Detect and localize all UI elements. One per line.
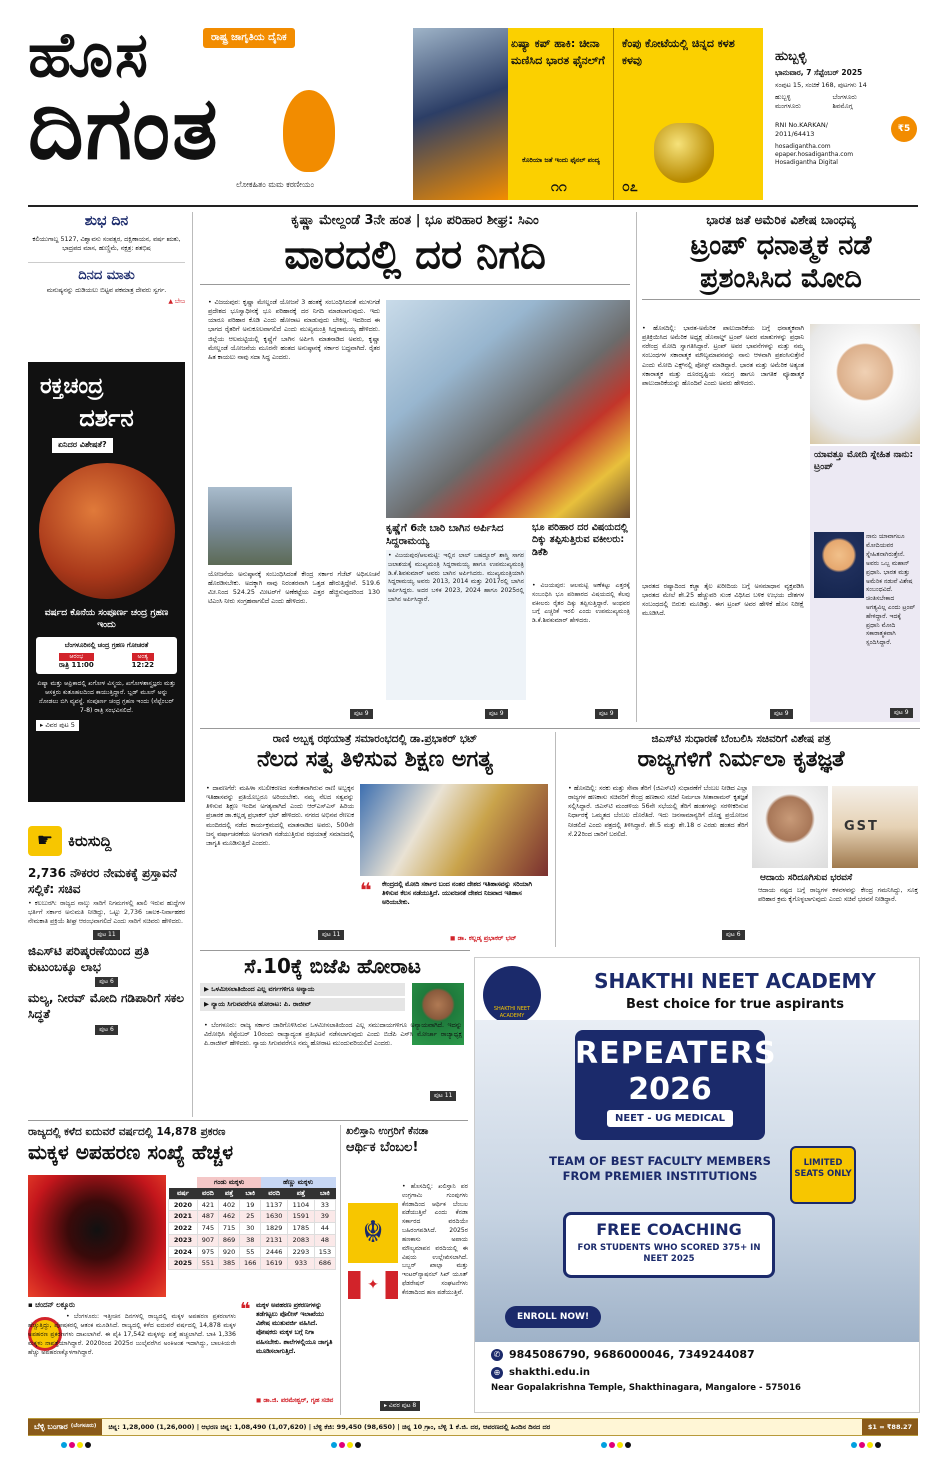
ticker-label-sub: (ಬೆಂಗಳೂರು)	[70, 1423, 97, 1430]
table-cell: 38	[240, 1234, 261, 1246]
table-cell: 55	[240, 1246, 261, 1258]
table-header: ಬಾಕಿ	[320, 1188, 330, 1197]
color-dot-yellow	[347, 1442, 353, 1448]
table-cell: 686	[314, 1258, 335, 1270]
kalasha-image	[654, 123, 714, 183]
eclipse-title-1: ರಕ್ತಚಂದ್ರ	[40, 374, 104, 399]
table-header: ಪತ್ತೆ	[296, 1188, 306, 1197]
table-cell: 933	[288, 1258, 315, 1270]
table-cell: 1829	[261, 1223, 288, 1235]
bhat-headline: ನೆಲದ ಸತ್ವ ತಿಳಿಸುವ ಶಿಕ್ಷಣ ಅಗತ್ಯ	[257, 747, 493, 773]
dinada-matu-author: ▲ ಬೇಜ	[168, 297, 185, 305]
ad-big-2: 2026	[628, 1071, 712, 1107]
table-cell: 2083	[288, 1234, 315, 1246]
table-cell: 402	[219, 1199, 240, 1211]
eclipse-start-label: ಆರಂಭ	[59, 653, 94, 661]
color-dot-black	[85, 1442, 91, 1448]
bullet-icon: ▶	[204, 985, 212, 993]
trump-photo	[814, 532, 864, 598]
khanda-icon: ☬	[348, 1203, 398, 1263]
table-cell: 39	[314, 1211, 335, 1223]
kiru-2-headline[interactable]: ಜಿಎಸ್‌ಟಿ ಪರಿಷ್ಕರಣೆಯಿಂದ ಪ್ರತಿ ಕುಟುಂಬಕ್ಕೂ ಲಾಭ	[28, 944, 150, 974]
color-dot-magenta	[339, 1442, 345, 1448]
color-dot-black	[875, 1442, 881, 1448]
shubha-dina-title: ಶುಭ ದಿನ	[84, 213, 129, 229]
table-cell: 745	[197, 1223, 218, 1235]
shubha-dina-box	[28, 212, 185, 362]
table-cell: 869	[219, 1234, 240, 1246]
modi-headline-1: ಟ್ರಂಪ್ ಧನಾತ್ಮಕ ನಡೆ	[690, 230, 872, 262]
child-shadow-photo	[28, 1175, 166, 1297]
ticker-fx: $1 = ₹88.27	[862, 1419, 918, 1435]
child-body: • ಬೆಂಗಳೂರು: ಇತ್ತೀಚಿನ ದಿನಗಳಲ್ಲಿ ರಾಜ್ಯದಲ್ಲಿ ಮಕ್ಕಳ ಅಪಹರಣ ಪ್ರಕರಣಗಳು ಹೆಚ್ಚುತ್ತಿದ್ದು, ಪೋಷಕರಲ್ಲಿ ಆತಂಕ ಮೂಡಿಸಿದೆ. ರಾಜ್ಯದಲ್ಲಿ ಕಳೆದ ಐದುವರೆ ವರ್ಷದಲ್ಲಿ 14,878 ಮಕ್ಕಳ ಅಪಹರಣ ಪ್ರಕರಣಗಳು ದಾಖಲಾಗಿವೆ. ಈ ಪೈಕಿ 17,542 ಮಕ್ಕಳನ್ನು ಪತ್ತೆ ಹಚ್ಚಲಾಗಿದೆ. ಬಾಕಿ 1,336 ಮಕ್ಕಳು ನಾಪತ್ತೆಯಾಗಿದ್ದಾರೆ. 2020ರಿಂದ 2025ರ ಜುಲೈವರೆಗಿನ ಅಂಕಿಅಂಶ ಇದಾಗಿದ್ದು, ಬಾಲಕಿಯರೇ ಹೆಚ್ಚು ಅಪಹರಣಕ್ಕೊಳಗಾಗಿದ್ದಾರೆ.	[28, 1313, 236, 1356]
ad-contact	[475, 1342, 919, 1412]
kirusuddi-box	[28, 826, 185, 1116]
dinada-matu-title: ದಿನದ ಮಾತು	[28, 262, 185, 285]
ad-tagline: Best choice for true aspirants	[625, 997, 844, 1012]
gst-headline: ರಾಜ್ಯಗಳಿಗೆ ನಿರ್ಮಲಾ ಕೃತಜ್ಞತೆ	[637, 747, 845, 773]
kirusuddi-title: ಕಿರುಸುದ್ದಿ	[68, 831, 112, 850]
ticker-label-text: ಬೆಳ್ಳಿ ಬಂಗಾರ	[34, 1421, 68, 1431]
teaser-theft-page: ೦೭	[622, 179, 638, 195]
modi-body: • ಹೊಸದಿಲ್ಲಿ: ಭಾರತ-ಅಮೆರಿಕ ಪಾಲುದಾರಿಕೆಯ ಬಗ್ಗೆ ಧನಾತ್ಮಕವಾಗಿ ಪ್ರತಿಕ್ರಿಯಿಸಿದ ಅಮೆರಿಕ ಅಧ್ಯಕ್ಷ ಡೊನಾಲ್ಡ್ ಟ್ರಂಪ್ ಅವರ ಮಾತುಗಳನ್ನು ಪ್ರಧಾನಿ ನರೇಂದ್ರ ಮೋದಿ ಸ್ವಾಗತಿಸಿದ್ದಾರೆ. ಟ್ರಂಪ್ ಅವರ ಭಾವನೆಗಳನ್ನು ಮತ್ತು ನಮ್ಮ ಸಂಬಂಧಗಳ ಸಕಾರಾತ್ಮಕ ಮೌಲ್ಯಮಾಪನವನ್ನು ನಾನು ಆಳವಾಗಿ ಪ್ರಶಂಸಿಸುತ್ತೇನೆ ಎಂದು ಮೋದಿ ಎಕ್ಸ್‌ನಲ್ಲಿ ಪೋಸ್ಟ್ ಮಾಡಿದ್ದಾರೆ. ಭಾರತ ಮತ್ತು ಅಮೆರಿಕ ಅತ್ಯಂತ ಸಕಾರಾತ್ಮಕ ಮತ್ತು ದೂರದೃಷ್ಟಿಯ ಸಮಗ್ರ ಹಾಗೂ ಜಾಗತಿಕ ವ್ಯೂಹಾತ್ಮಕ ಪಾಲುದಾರಿಕೆಯನ್ನು ಹೊಂದಿವೆ ಎಂದು ಅವರು ಹೇಳಿದರು.	[642, 325, 804, 387]
kiru-3-page[interactable]: ಪುಟ 6	[95, 1025, 118, 1035]
masthead-logo-emblem	[283, 90, 335, 172]
color-dot-magenta	[609, 1442, 615, 1448]
table-row	[169, 1211, 336, 1223]
color-dot-magenta	[859, 1442, 865, 1448]
modi-kicker: ಭಾರತ ಜತೆ ಅಮೆರಿಕ ವಿಶೇಷ ಬಾಂಧವ್ಯ	[706, 213, 856, 227]
eclipse-start-time: ರಾತ್ರಿ 11:00	[58, 661, 94, 670]
table-row	[169, 1258, 336, 1270]
table-cell: 25	[240, 1211, 261, 1223]
bjp-bullet-2-text: ನ್ಯಾಯ ಸಿಗುವವರೆಗೂ ಹೋರಾಟ: ಪಿ. ರಾಜೀವ್	[211, 999, 312, 1008]
khalistan-story[interactable]	[346, 1125, 468, 1417]
table-cell-year: 2025	[169, 1258, 198, 1270]
color-dot-yellow	[77, 1442, 83, 1448]
gold-ticker	[28, 1418, 918, 1436]
table-cell: 44	[314, 1223, 335, 1235]
khalistan-kicker: ಖಲಿಸ್ತಾನಿ ಉಗ್ರರಿಗೆ ಕೆನಡಾ	[346, 1126, 429, 1137]
table-cell-year: 2024	[169, 1246, 198, 1258]
bjp-page[interactable]: ಪುಟ 11	[430, 1091, 456, 1101]
gst-side-headline: ಆದಾಯ ಸರಿದೂಗಿಸುವ ಭರವಸೆ	[760, 873, 853, 883]
bagina-caption: ಕೃಷ್ಣೆಗೆ 6ನೇ ಬಾರಿ ಬಾಗಿನ ಅರ್ಪಿಸಿದ ಸಿದ್ದರಾಮಯ್ಯ	[386, 523, 504, 547]
modi-body-2: ಭಾರತದ ರಷ್ಯಾದಿಂದ ಕಚ್ಚಾ ತೈಲ ಖರೀದಿಯ ಬಗ್ಗೆ ಅಸಮಾಧಾನ ವ್ಯಕ್ತಪಡಿಸಿ ಭಾರತದ ಮೇಲೆ ಶೇ.25 ಹೆಚ್ಚುವರಿ ಸುಂಕ ವಿಧಿಸಿದ ಬಳಿಕ ಉಭಯ ದೇಶಗಳ ಸಂಬಂಧದಲ್ಲಿ ಬಿರುಕು ಮೂಡಿತ್ತು. ಈಗ ಟ್ರಂಪ್ ಅವರ ಹೇಳಿಕೆ ಹೊಸ ನಿರೀಕ್ಷೆ ಮೂಡಿಸಿದೆ.	[642, 583, 804, 618]
teaser-theft-text: ಕೆಂಪು ಕೋಟೆಯಲ್ಲಿ ಚಿನ್ನದ ಕಳಶ ಕಳವು	[622, 37, 735, 67]
nirmala-photo	[752, 786, 828, 868]
bjp-bullet-2	[200, 998, 405, 1011]
table-cell: 487	[197, 1211, 218, 1223]
bjp-bullet-1-text: ಒಳಮೀಸಲಾತಿಯಿಂದ ಎಲ್ಲ ವರ್ಗಗಳಿಗೂ ಅನ್ಯಾಯ	[211, 985, 315, 993]
phone-icon: ✆	[491, 1349, 503, 1361]
bagina-photo	[386, 300, 630, 518]
dks-page[interactable]: ಪುಟ 9	[595, 709, 618, 719]
table-cell: 1619	[261, 1258, 288, 1270]
bjp-body: • ಬೆಂಗಳೂರು: ರಾಜ್ಯ ಸರ್ಕಾರ ಜಾರಿಗೊಳಿಸಿರುವ ಒಳಮೀಸಲಾತಿಯಿಂದ ಎಲ್ಲ ಸಮುದಾಯಗಳಿಗೂ ಅನ್ಯಾಯವಾಗಿದೆ. ಇದನ್ನು ವಿರೋಧಿಸಿ ಸೆಪ್ಟೆಂಬರ್ 10ರಂದು ರಾಜ್ಯಾದ್ಯಂತ ಪ್ರತಿಭಟನೆ ನಡೆಸಲಾಗುವುದು ಎಂದು ಬಿಜೆಪಿ ಎಸ್‌ಸಿ ಮೋರ್ಚಾ ರಾಜ್ಯಾಧ್ಯಕ್ಷ ಪಿ.ರಾಜೀವ್ ಹೇಳಿದರು. ನ್ಯಾಯ ಸಿಗುವವರೆಗೂ ನಮ್ಮ ಹೋರಾಟ ಮುಂದುವರಿಯಲಿದೆ ಎಂದರು.	[204, 1022, 462, 1048]
table-cell: 2293	[288, 1246, 315, 1258]
masthead-title-line2: ದಿಗಂತ	[28, 79, 220, 179]
color-dot-cyan	[331, 1442, 337, 1448]
bhat-kicker: ರಾಣಿ ಅಬ್ಬಕ್ಕ ರಥಯಾತ್ರೆ ಸಮಾರಂಭದಲ್ಲಿ ಡಾ.ಪ್ರಭಾಕರ್ ಭಟ್	[272, 733, 478, 745]
color-dot-black	[625, 1442, 631, 1448]
table-cell: 153	[314, 1246, 335, 1258]
free-coaching-box	[563, 1212, 775, 1278]
ad-phones[interactable]: 9845086790, 9686000046, 7349244087	[509, 1348, 755, 1361]
hand-icon: ☛	[28, 826, 62, 856]
ad-free-1: FREE COACHING	[596, 1220, 742, 1239]
issue-volume: ಸಂಪುಟ 15, ಸಂಚಿಕೆ 168, ಪುಟಗಳು 14	[775, 80, 867, 89]
edition-item: ಮಂಗಳೂರು	[775, 102, 801, 111]
shubha-dina-text: ಕಲಿಯುಗಾಬ್ದ 5127, ವಿಶ್ವಾವಸು ಸಂವತ್ಸರ, ದಕ್ಷಿಣಾಯನ, ವರ್ಷ ಋತು, ಭಾದ್ರಪದ ಮಾಸ, ಹುಣ್ಣಿಮೆ, ನಕ್ಷತ್ರ: ಶತಭಿಷ	[32, 235, 181, 253]
dam-photo	[208, 487, 292, 565]
eclipse-caption: ವರ್ಷದ ಕೊನೆಯ ಸಂಪೂರ್ಣ ಚಂದ್ರ ಗ್ರಹಣ ಇಂದು	[44, 607, 169, 631]
table-row	[169, 1234, 336, 1246]
color-dot-magenta	[69, 1442, 75, 1448]
child-kicker: ರಾಜ್ಯದಲ್ಲಿ ಕಳೆದ ಐದುವರೆ ವರ್ಷದಲ್ಲಿ 14,878 ಪ್ರಕರಣ	[28, 1126, 226, 1138]
table-header: ವರದಿ	[268, 1188, 281, 1197]
child-quote: ಮಕ್ಕಳ ಅಪಹರಣ ಪ್ರಕರಣಗಳನ್ನು ತಡೆಗಟ್ಟಲು ಪೊಲೀಸ್ ಇಲಾಖೆಯು ವಿಶೇಷ ಮುತುವರ್ಜಿ ವಹಿಸಿದೆ. ಪೋಷಕರು ಮಕ್ಕಳ ಬಗ್ಗೆ ನಿಗಾ ವಹಿಸಬೇಕು. ಶಾಲೆಗಳಲ್ಲಿಯೂ ಜಾಗೃತಿ ಮೂಡಿಸಲಾಗುತ್ತಿದೆ.	[256, 1302, 333, 1355]
table-header: ಬಾಕಿ	[245, 1188, 256, 1197]
ticker-items: ಚಿನ್ನ: 1,28,000 (1,26,000) | ಆಭರಣ ಚಿನ್ನ: 1,08,490 (1,07,620) | ಬೆಳ್ಳಿ ಕೆಜಿ: 99,450 (98,650) | ಚಿನ್ನ 10 ಗ್ರಾಂ, ಬೆಳ್ಳಿ 1 ಕೆ.ಜಿ. ದರ, ಆವರಣದಲ್ಲಿ ಹಿಂದಿನ ದಿನದ ದರ	[108, 1422, 551, 1431]
eclipse-title-2: ದರ್ಶನ	[79, 403, 134, 432]
khalistan-headline: ಆರ್ಥಿಕ ಬೆಂಬಲ!	[346, 1139, 419, 1155]
hockey-photo	[413, 28, 508, 200]
modi-headline-2: ಪ್ರಶಂಸಿಸಿದ ಮೋದಿ	[642, 263, 920, 299]
bjp-bullet-1	[200, 983, 405, 996]
quote-mark-icon: ❝	[240, 1299, 251, 1320]
bagina-body: • ವಿಜಯಪುರ/ಆಲಮಟ್ಟಿ: ಇಲ್ಲಿನ ಲಾಲ್ ಬಹದ್ದೂರ್ ಶಾಸ್ತ್ರಿ ಸಾಗರ ಜಲಾಶಯಕ್ಕೆ ಮುಖ್ಯಮಂತ್ರಿ ಸಿದ್ದರಾಮಯ್ಯ ಹಾಗೂ ಉಪಮುಖ್ಯಮಂತ್ರಿ ಡಿ.ಕೆ.ಶಿವಕುಮಾರ್ ಅವರು ಬಾಗಿನ ಅರ್ಪಿಸಿದರು. ಮುಖ್ಯಮಂತ್ರಿಯಾಗಿ ಸಿದ್ದರಾಮಯ್ಯ ಅವರು 2013, 2014 ಮತ್ತು 2017ರಲ್ಲಿ ಬಾಗಿನ ಅರ್ಪಿಸಿದ್ದರು. ಅದರ ಬಳಿಕ 2023, 2024 ಹಾಗೂ 2025ರಲ್ಲಿ ಬಾಗಿನ ಅರ್ಪಿಸಿದ್ದಾರೆ.	[386, 550, 526, 700]
ad-sub: NEET - UG MEDICAL	[607, 1110, 733, 1128]
table-cell: 2446	[261, 1246, 288, 1258]
teaser-hockey-page: ೧೧	[551, 179, 567, 195]
table-cell-year: 2021	[169, 1211, 198, 1223]
table-header: ಪತ್ತೆ	[224, 1188, 234, 1197]
ad-team: TEAM OF BEST FACULTY MEMBERS FROM PREMIER INSTITUTIONS	[549, 1154, 771, 1183]
lead-kicker: ಕೃಷ್ಣಾ ಮೇಲ್ದಂಡೆ 3ನೇ ಹಂತ | ಭೂ ಪರಿಹಾರ ಶೀಘ್ರ: ಸಿಎಂ	[291, 213, 539, 228]
edition-item: ಬೆಂಗಳೂರು	[832, 93, 857, 102]
rni-number: RNI No.KARKAN/ 2011/64413	[775, 120, 828, 138]
table-row	[169, 1246, 336, 1258]
table-cell: 551	[197, 1258, 218, 1270]
table-cell: 1591	[288, 1211, 315, 1223]
quote-mark-icon: ❝	[360, 878, 372, 902]
child-reporter: ▪ ಚಂದನ್ ಲಕ್ಕೂರು	[28, 1301, 75, 1309]
print-color-marks	[850, 1442, 882, 1451]
table-cell: 2131	[261, 1234, 288, 1246]
eclipse-more-link[interactable]: ▸ ವಿವರ ಪುಟ 5	[36, 720, 79, 731]
bhat-quote-author: ◼ ಡಾ. ಕಲ್ಲಡ್ಕ ಪ್ರಭಾಕರ್ ಭಟ್	[450, 934, 517, 942]
gst-page[interactable]: ಪುಟ 6	[722, 930, 745, 940]
table-cell: 975	[197, 1246, 218, 1258]
bhat-page[interactable]: ಪುಟ 11	[318, 930, 344, 940]
bjp-headline: ಸೆ.10ಕ್ಕೆ ಬಿಜೆಪಿ ಹೋರಾಟ	[244, 954, 421, 978]
teaser-hockey[interactable]	[413, 28, 613, 200]
edition-item: ಶಿವಮೊಗ್ಗ	[832, 102, 853, 111]
print-color-marks	[330, 1442, 362, 1451]
kiru-1-page[interactable]: ಪುಟ 11	[93, 930, 119, 940]
teaser-hockey-text: ಏಷ್ಯಾ ಕಪ್ ಹಾಕಿ: ಚೀನಾ ಮಣಿಸಿದ ಭಾರತ ಫೈನಲ್‌ಗೆ	[511, 37, 605, 67]
kiru-1-body: • ಕಲಬುರಗಿ: ರಾಜ್ಯದ ನಾಲ್ಕು ಸಾರಿಗೆ ನಿಗಮಗಳಲ್ಲಿ ಖಾಲಿ ಇರುವ ಹುದ್ದೆಗಳ ಭರ್ತಿಗೆ ಸರ್ಕಾರ ಅನುಮತಿ ನೀಡಿದ್ದು, ಒಟ್ಟು 2,736 ಚಾಲಕ-ನಿರ್ವಾಹಕರ ನೇಮಕಾತಿ ಪ್ರಕ್ರಿಯೆ ಶೀಘ್ರ ಆರಂಭವಾಗಲಿದೆ ಎಂದು ಸಾರಿಗೆ ಸಚಿವರು ಹೇಳಿದರು.	[28, 900, 185, 926]
gst-side-body: ಆದಾಯ ನಷ್ಟದ ಬಗ್ಗೆ ರಾಜ್ಯಗಳ ಕಳವಳವನ್ನು ಕೇಂದ್ರ ಗಮನಿಸಿದ್ದು, ಸೂಕ್ತ ಪರಿಹಾರ ಕ್ರಮ ಕೈಗೊಳ್ಳಲಾಗುವುದು ಎಂದು ಸಚಿವೆ ಭರವಸೆ ನೀಡಿದ್ದಾರೆ.	[758, 887, 918, 904]
issue-date: ಭಾನುವಾರ, 7 ಸೆಪ್ಟೆಂಬರ್ 2025	[775, 67, 863, 77]
repeaters-box	[575, 1030, 777, 1140]
bhat-story[interactable]	[200, 732, 550, 947]
child-quote-author: ◼ ಡಾ.ಜಿ. ಪರಮೇಶ್ವರ್, ಗೃಹ ಸಚಿವ	[256, 1397, 334, 1404]
khalistan-page[interactable]: ▸ ವಿವರ ಪುಟ 8	[380, 1401, 420, 1411]
table-cell: 1104	[288, 1199, 315, 1211]
table-cell: 33	[314, 1199, 335, 1211]
modi-story[interactable]	[642, 212, 920, 722]
lead-page[interactable]: ಪುಟ 9	[350, 709, 373, 719]
bagina-page[interactable]: ಪುಟ 9	[485, 709, 508, 719]
gst-body: • ಹೊಸದಿಲ್ಲಿ: ಸರಕು ಮತ್ತು ಸೇವಾ ತೆರಿಗೆ (ಜಿಎಸ್‌ಟಿ) ಸುಧಾರಣೆಗೆ ಬೆಂಬಲ ನೀಡಿದ ಎಲ್ಲಾ ರಾಜ್ಯಗಳ ಹಣಕಾಸು ಸಚಿವರಿಗೆ ಕೇಂದ್ರ ಹಣಕಾಸು ಸಚಿವೆ ನಿರ್ಮಲಾ ಸೀತಾರಾಮನ್ ಕೃತಜ್ಞತೆ ಸಲ್ಲಿಸಿದ್ದಾರೆ. ಜಿಎಸ್‌ಟಿ ಮಂಡಳಿಯ 56ನೇ ಸಭೆಯಲ್ಲಿ ತೆರಿಗೆ ಹಂತಗಳನ್ನು ಸರಳೀಕರಿಸುವ ನಿರ್ಧಾರಕ್ಕೆ ಒಮ್ಮತದ ಬೆಂಬಲ ದೊರೆತಿದೆ. ಇದು ಜನಸಾಮಾನ್ಯರಿಗೆ ದೊಡ್ಡ ಪ್ರಯೋಜನ ನೀಡಲಿದೆ ಎಂದು ಪತ್ರದಲ್ಲಿ ತಿಳಿಸಿದ್ದಾರೆ. ಶೇ.5 ಮತ್ತು ಶೇ.18 ರ ಎರಡು ಹಂತದ ತೆರಿಗೆ ಸೆ.22ರಿಂದ ಜಾರಿಗೆ ಬರಲಿದೆ.	[568, 785, 748, 838]
edition-item: ಹುಬ್ಬಳ್ಳಿ	[775, 93, 791, 102]
bullet-icon: ▶	[204, 999, 212, 1008]
dinada-matu-text: ಮನುಷ್ಯನನ್ನು ದುಡಿಯಲು ಬಿಟ್ಟವ ಪಕಮಾತ್ರ ದೇವರು ಸ್ವರ್ಗ.	[46, 287, 167, 295]
table-row	[169, 1199, 336, 1211]
ad-big-1: REPEATERS	[575, 1036, 777, 1071]
print-color-marks	[60, 1442, 92, 1451]
trump-page[interactable]: ಪುಟ 9	[890, 708, 913, 718]
modi-page[interactable]: ಪುಟ 9	[770, 709, 793, 719]
bhat-quote: ಕೇಂದ್ರದಲ್ಲಿ ಮೋದಿ ಸರ್ಕಾರ ಬಂದ ನಂತರ ದೇಶದ ಇತಿಹಾಸವನ್ನು ಸರಿಯಾಗಿ ತಿಳಿಸುವ ಕೆಲಸ ನಡೆಯುತ್ತಿದೆ. ಯುವಜನತೆ ದೇಶದ ನಿಜವಾದ ಇತಿಹಾಸ ಅರಿಯಬೇಕು.	[382, 881, 532, 907]
dks-headline[interactable]: ಭೂ ಪರಿಹಾರ ದರ ವಿಷಯದಲ್ಲಿ ದಿಕ್ಕು ತಪ್ಪಿಸುತ್ತಿರುವ ವಕೀಲರು: ಡಿಕೆಶಿ	[532, 522, 628, 558]
masthead-slogan: ರಾಷ್ಟ್ರ ಜಾಗೃತಿಯ ದೈನಿಕ	[203, 28, 295, 48]
color-dot-yellow	[617, 1442, 623, 1448]
eclipse-timing-title: ಬೆಂಗಳೂರಿನಲ್ಲಿ ಚಂದ್ರ ಗ್ರಹಣ ಗೋಚರತೆ	[64, 641, 149, 650]
table-cell: 385	[219, 1258, 240, 1270]
table-cell: 166	[240, 1258, 261, 1270]
eclipse-question: ಏನಿದರ ವಿಶೇಷತೆ?	[52, 438, 113, 453]
table-cell: 1630	[261, 1211, 288, 1223]
table-cell: 1137	[261, 1199, 288, 1211]
table-cell: 907	[197, 1234, 218, 1246]
masthead-title-line1: ಹೊಸ	[28, 18, 150, 91]
table-row	[169, 1223, 336, 1235]
bjp-story[interactable]	[200, 953, 465, 1108]
shakthi-ad[interactable]	[474, 957, 920, 1413]
table-cell: 462	[219, 1211, 240, 1223]
masthead-info	[775, 28, 920, 200]
trump-sidebox	[810, 446, 920, 722]
ad-website[interactable]: shakthi.edu.in	[509, 1366, 591, 1378]
ad-address: Near Gopalakrishna Temple, Shakthinagara, Mangalore - 575016	[491, 1383, 801, 1394]
print-color-marks	[600, 1442, 632, 1451]
table-cell-year: 2023	[169, 1234, 198, 1246]
gst-kicker: ಜಿಎಸ್‌ಟಿ ಸುಧಾರಣೆ ಬೆಂಬಲಿಸಿ ಸಚಿವರಿಗೆ ವಿಶೇಷ ಪತ್ರ	[651, 733, 831, 745]
table-cell-year: 2020	[169, 1199, 198, 1211]
table-cell: 421	[197, 1199, 218, 1211]
kidnap-table	[168, 1177, 336, 1270]
child-story[interactable]	[28, 1125, 336, 1417]
table-cell: 30	[240, 1223, 261, 1235]
ad-brand: SHAKTHI NEET ACADEMY	[594, 969, 876, 993]
edition-city: ಹುಬ್ಬಳ್ಳಿ	[775, 49, 807, 64]
table-group-boys: ಗಂಡು ಮಕ್ಕಳು	[197, 1177, 260, 1188]
table-cell: 715	[219, 1223, 240, 1235]
gst-blocks-label: GST	[844, 819, 879, 834]
eclipse-end-time: 12:22	[131, 661, 154, 670]
bhat-event-photo	[360, 784, 548, 876]
enroll-button[interactable]: ENROLL NOW!	[505, 1306, 601, 1328]
ad-limited: LIMITED SEATS ONLY	[790, 1146, 856, 1204]
child-headline: ಮಕ್ಕಳ ಅಪಹರಣ ಸಂಖ್ಯೆ ಹೆಚ್ಚಳ	[28, 1140, 234, 1165]
dks-body: • ವಿಜಯಪುರ: ಆಲಮಟ್ಟಿ ಅಣೆಕಟ್ಟು ಎತ್ತರಕ್ಕೆ ಸಂಬಂಧಿಸಿ ಭೂ ಪರಿಹಾರದ ವಿಷಯದಲ್ಲಿ ಕೆಲವು ವಕೀಲರು ರೈತರ ದಿಕ್ಕು ತಪ್ಪಿಸುತ್ತಿದ್ದಾರೆ. ಅಂಥವರ ಬಗ್ಗೆ ಎಚ್ಚರಿಕೆ ಇರಲಿ ಎಂದು ಉಪಮುಖ್ಯಮಂತ್ರಿ ಡಿ.ಕೆ.ಶಿವಕುಮಾರ್ ಹೇಳಿದರು.	[532, 582, 630, 625]
color-dot-black	[355, 1442, 361, 1448]
color-dot-cyan	[851, 1442, 857, 1448]
table-cell: 1785	[288, 1223, 315, 1235]
blood-moon-image	[39, 463, 175, 599]
eclipse-body: ಏಷ್ಯಾ ಮತ್ತು ಆಫ್ರಿಕಾದಲ್ಲಿ ಖಗೋಳ ವಿಸ್ಮಯ, ಖಗೋಳಶಾಸ್ತ್ರಜ್ಞರು ಮತ್ತು ಆಸಕ್ತರು ಕುತೂಹಲದಿಂದ ಕಾಯುತ್ತಿದ್ದಾರೆ. ಬ್ಲಡ್ ಮೂನ್ ಅನ್ನು ನೋಡಲು ಬಿಗಿ ವ್ಯವಸ್ಥೆ. ಸಂಪೂರ್ಣ ಚಂದ್ರ ಗ್ರಹಣ ಇಂದು (ಸೆಪ್ಟೆಂಬರ್ 7-8) ರಾತ್ರಿ ಸಂಭವಿಸಲಿದೆ.	[37, 680, 176, 715]
epaper-link[interactable]: epaper.hosadigantha.com	[775, 150, 854, 158]
table-cell: 48	[314, 1234, 335, 1246]
eclipse-end-label: ಅಂತ್ಯ	[132, 653, 155, 661]
price-badge: ₹5	[891, 116, 917, 142]
gst-story[interactable]	[562, 732, 920, 952]
shakthi-logo: SHAKTHI NEET ACADEMY	[483, 966, 541, 1024]
masthead-rule	[28, 205, 918, 207]
globe-icon: ⊕	[491, 1367, 503, 1379]
bhat-body: • ದಾವಣಗೆರೆ: ಮಹಿಳಾ ಸಬಲೀಕರಣದ ಸಂಕೇತವಾಗಿರುವ ರಾಣಿ ಅಬ್ಬಕ್ಕನ ಇತಿಹಾಸವನ್ನು ಪ್ರತಿಯೊಬ್ಬರೂ ಅರಿಯಬೇಕು. ನಮ್ಮ ನೆಲದ ಸತ್ವವನ್ನು ತಿಳಿಸುವ ಶಿಕ್ಷಣ ಇಂದಿನ ಅಗತ್ಯವಾಗಿದೆ ಎಂದು ಆರ್‌ಎಸ್‌ಎಸ್ ಹಿರಿಯ ಪ್ರಚಾರಕ ಡಾ.ಕಲ್ಲಡ್ಕ ಪ್ರಭಾಕರ್ ಭಟ್ ಹೇಳಿದರು. ನಗರದ ಅಭಿನವ ರೇಣುಕ ಮಂದಿರದಲ್ಲಿ ನಡೆದ ಕಾರ್ಯಕ್ರಮದಲ್ಲಿ ಮಾತನಾಡಿದ ಅವರು, 500ನೇ ಜನ್ಮ ವರ್ಷಾಚರಣೆಯ ಅಂಗವಾಗಿ ನಡೆಯುತ್ತಿರುವ ರಥಯಾತ್ರೆ ಸಮಾಜದಲ್ಲಿ ಜಾಗೃತಿ ಮೂಡಿಸುತ್ತಿದೆ ಎಂದರು.	[206, 785, 354, 847]
color-dot-cyan	[61, 1442, 67, 1448]
khalistan-body: • ಹೊಸದಿಲ್ಲಿ: ಖಲಿಸ್ತಾನಿ ಪರ ಉಗ್ರಗಾಮಿ ಗುಂಪುಗಳು ಕೆನಡಾದಿಂದ ಆರ್ಥಿಕ ಬೆಂಬಲ ಪಡೆಯುತ್ತಿವೆ ಎಂದು ಕೆನಡಾ ಸರ್ಕಾರದ ವರದಿಯೇ ಬಹಿರಂಗಪಡಿಸಿದೆ. 2025ರ ಹಣಕಾಸು ಅಪಾಯ ಮೌಲ್ಯಮಾಪನ ವರದಿಯಲ್ಲಿ ಈ ವಿಷಯ ಉಲ್ಲೇಖಿಸಲಾಗಿದೆ. ಬಬ್ಬರ್ ಖಾಲ್ಸಾ ಮತ್ತು ಇಂಟರ್‌ನ್ಯಾಷನಲ್ ಸಿಖ್ ಯೂತ್ ಫೆಡರೇಷನ್ ಸಂಘಟನೆಗಳು ಕೆನಡಾದಿಂದ ಹಣ ಪಡೆಯುತ್ತಿವೆ.	[402, 1183, 468, 1296]
lead-headline: ವಾರದಲ್ಲಿ ದರ ನಿಗದಿ	[200, 230, 630, 285]
kiru-3-headline[interactable]: ಮಲ್ಯ, ನೀರವ್ ಮೋದಿ ಗಡಿಪಾರಿಗೆ ಸಕಲ ಸಿದ್ಧತೆ	[28, 991, 185, 1021]
digital-link[interactable]: Hosadigantha Digital	[775, 158, 838, 166]
color-dot-yellow	[867, 1442, 873, 1448]
table-header: ವರ್ಷ	[176, 1188, 189, 1197]
table-cell: 19	[240, 1199, 261, 1211]
modi-photo	[810, 324, 920, 444]
teaser-theft[interactable]	[613, 28, 763, 200]
kiru-1-headline[interactable]: 2,736 ನೌಕರರ ನೇಮಕಕ್ಕೆ ಪ್ರಸ್ತಾವನೆ ಸಲ್ಲಿಕೆ: ಸಚಿವ	[28, 866, 177, 896]
table-group-girls: ಹೆಣ್ಣು ಮಕ್ಕಳು	[261, 1177, 336, 1188]
canada-flag-icon: ✦	[348, 1271, 398, 1299]
color-dot-cyan	[601, 1442, 607, 1448]
kidnap-table-body	[169, 1199, 336, 1270]
lead-story[interactable]	[200, 212, 630, 722]
masthead-tagline: ಲೋಕಹಿತಂ ಮಮ ಕರಣೀಯಂ	[236, 180, 315, 189]
table-cell-year: 2022	[169, 1223, 198, 1235]
table-cell: 920	[219, 1246, 240, 1258]
trump-body: ನಾನು ಯಾವಾಗಲೂ ಮೋದಿಯವರ ಸ್ನೇಹಿತನಾಗಿರುತ್ತೇನೆ. ಅವರು ಒಬ್ಬ ಮಹಾನ್ ಪ್ರಧಾನಿ. ಭಾರತ ಮತ್ತು ಅಮೆರಿಕ ನಡುವೆ ವಿಶೇಷ ಸಂಬಂಧವಿದೆ. ಚಿಂತಿಸಬೇಕಾದ ಅಗತ್ಯವಿಲ್ಲ ಎಂದು ಟ್ರಂಪ್ ಹೇಳಿದ್ದಾರೆ. ಇದಕ್ಕೆ ಪ್ರಧಾನಿ ಮೋದಿ ಸಕಾರಾತ್ಮಕವಾಗಿ ಸ್ಪಂದಿಸಿದ್ದಾರೆ.	[866, 533, 916, 647]
kiru-2-page[interactable]: ಪುಟ 6	[95, 977, 118, 987]
teaser-hockey-sub: ಕೊರಿಯಾ ಜತೆ ಇಂದು ಫೈನಲ್ ಪಂದ್ಯ	[522, 156, 600, 164]
ad-free-2: FOR STUDENTS WHO SCORED 375+ IN NEET 2025	[577, 1242, 761, 1265]
website-link[interactable]: hosadigantha.com	[775, 142, 831, 150]
table-header: ವರದಿ	[202, 1188, 214, 1197]
trump-headline: ಯಾವತ್ತೂ ಮೋದಿ ಸ್ನೇಹಿತ ನಾನು: ಟ್ರಂಪ್	[814, 450, 914, 472]
eclipse-box[interactable]	[28, 362, 185, 802]
ticker-label	[28, 1419, 102, 1435]
lead-body-1: • ವಿಜಯಪುರ: ಕೃಷ್ಣಾ ಮೇಲ್ದಂಡೆ ಯೋಜನೆ 3 ಹಂತಕ್ಕೆ ಸಂಬಂಧಿಸಿದಂತೆ ಮುಳುಗಡೆ ಪ್ರದೇಶದ ಭೂಸ್ವಾಧೀನಕ್ಕೆ ಭೂ ಪರಿಹಾರಕ್ಕೆ ದರ ನಿಗದಿ ಮಾಡಲಾಗುವುದು. ಇದು ಯಾರೂ ಪರಿಹಾರ ಕೊಡಿ ಎಂದು ಹೋರಾಟ ಮಾಡುವುದು ಬೇಕಿಲ್ಲ. ಇದರಿಂದ ಈ ಭಾಗದ ರೈತರಿಗೆ ಅನುಕೂಲವಾಗಲಿದೆ ಎಂದು ಮುಖ್ಯಮಂತ್ರಿ ಸಿದ್ದರಾಮಯ್ಯ ಹೇಳಿದರು. ಜಿಲ್ಲೆಯ ಆಲಮಟ್ಟಿಯಲ್ಲಿ ಕೃಷ್ಣೆಗೆ ಬಾಗಿನ ಅರ್ಪಿಸಿ ಮಾತನಾಡಿದ ಅವರು, ಕೃಷ್ಣಾ ಮೇಲ್ದಂಡೆ ಯೋಜನೆಯ ಮೂರನೇ ಹಂತದ ಅನುಷ್ಠಾನಕ್ಕೆ ಸರ್ಕಾರ ಬದ್ಧವಾಗಿದೆ. ರೈತರ ಹಿತ ಕಾಯಲು ನಾವು ಸದಾ ಸಿದ್ಧ ಎಂದರು.	[208, 299, 380, 361]
lead-body-2: ಯೋಜನೆಯ ಅನುಷ್ಠಾನಕ್ಕೆ ಸಂಬಂಧಿಸಿದಂತೆ ಕೇಂದ್ರ ಸರ್ಕಾರ ಗೆಜೆಟ್ ಅಧಿಸೂಚನೆ ಹೊರಡಿಸಬೇಕು. ಅದಕ್ಕಾಗಿ ನಾವು ನಿರಂತರವಾಗಿ ಒತ್ತಡ ಹೇರುತ್ತಿದ್ದೇವೆ. 519.6 ಮೀ.ನಿಂದ 524.25 ಮೀಟರ್‌ಗೆ ಅಣೆಕಟ್ಟೆಯ ಎತ್ತರ ಹೆಚ್ಚಿಸುವುದರಿಂದ 130 ಟಿಎಂಸಿ ನೀರು ಸಂಗ್ರಹವಾಗಲಿದೆ ಎಂದು ಹೇಳಿದರು.	[208, 571, 380, 606]
